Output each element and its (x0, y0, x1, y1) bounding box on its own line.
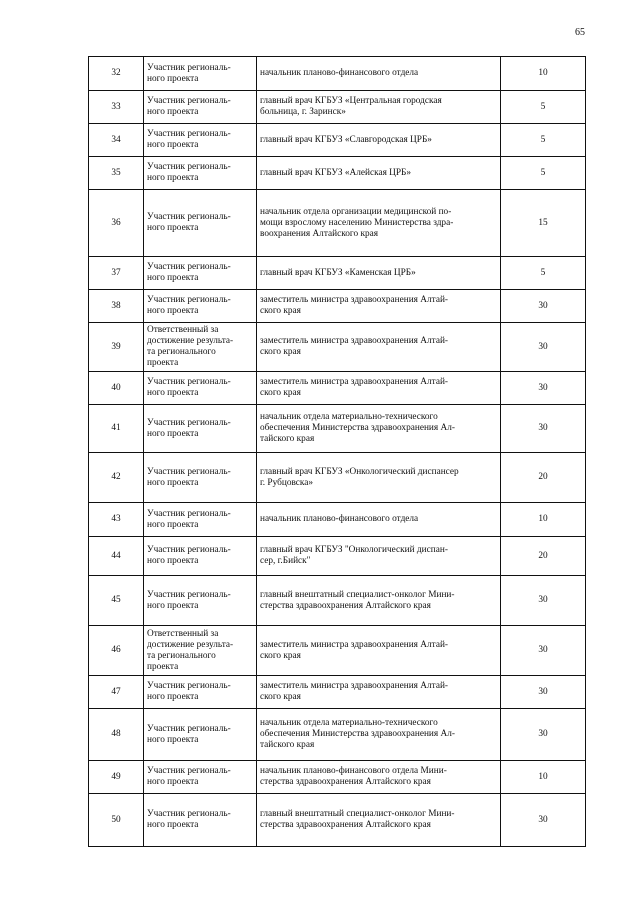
role-cell (144, 405, 257, 453)
row-number (89, 537, 144, 576)
score-cell (501, 676, 586, 709)
row-number-text: 46 (111, 645, 121, 655)
score-cell-text: 30 (538, 300, 548, 311)
table-row (89, 761, 586, 794)
row-number (89, 503, 144, 537)
role-cell-text: Участник региональ- ного проекта (147, 466, 231, 488)
role-cell (144, 794, 257, 847)
table-row (89, 290, 586, 323)
role-cell (144, 537, 257, 576)
position-cell (257, 405, 501, 453)
role-cell (144, 190, 257, 257)
position-cell (257, 676, 501, 709)
position-cell (257, 626, 501, 676)
role-cell-text: Участник региональ- ного проекта (147, 212, 231, 233)
position-cell (257, 91, 501, 124)
row-number (89, 576, 144, 626)
table-row (89, 626, 586, 676)
row-number-text: 38 (111, 300, 121, 311)
row-number-text: 42 (111, 472, 121, 482)
position-cell (257, 761, 501, 794)
role-cell-text: Участник региональ- ного проекта (147, 262, 231, 283)
table-row (89, 190, 586, 257)
position-cell-text: начальник отдела материально-технического обеспечения Министерства здравоохранения Ал- тайского края (260, 718, 455, 750)
score-cell (501, 794, 586, 847)
role-cell-text: Участник региональ- ного проекта (147, 62, 231, 84)
table-row (89, 453, 586, 503)
position-cell (257, 794, 501, 847)
row-number (89, 91, 144, 124)
role-cell-text: Участник региональ- ного проекта (147, 723, 231, 745)
score-cell-text: 15 (538, 217, 548, 228)
score-cell (501, 323, 586, 372)
score-cell (501, 626, 586, 676)
table-row (89, 157, 586, 190)
role-cell-text: Участник региональ- ного проекта (147, 589, 231, 611)
row-number (89, 676, 144, 709)
row-number (89, 372, 144, 405)
row-number-text: 32 (111, 68, 121, 78)
table-row (89, 503, 586, 537)
position-cell (257, 537, 501, 576)
position-cell-text: главный внештатный специалист-онколог Мини- стерства здравоохранения Алтайского края (260, 809, 455, 830)
row-number-text: 40 (111, 382, 121, 393)
role-cell (144, 372, 257, 405)
row-number-text: 44 (111, 550, 121, 561)
role-cell-text: Участник региональ- ного проекта (147, 508, 231, 530)
role-cell-text: Ответственный за достижение результа- та регионального проекта (147, 325, 234, 368)
score-cell-text: 5 (540, 267, 546, 278)
row-number-text: 48 (111, 729, 121, 739)
table-body (89, 57, 586, 847)
role-cell (144, 124, 257, 157)
row-number-text: 36 (111, 217, 121, 228)
score-cell (501, 537, 586, 576)
table-row (89, 576, 586, 626)
position-cell (257, 257, 501, 290)
score-cell (501, 157, 586, 190)
score-cell-text: 20 (538, 472, 548, 482)
role-cell (144, 761, 257, 794)
row-number (89, 124, 144, 157)
score-cell (501, 290, 586, 323)
role-cell-text: Участник региональ- ного проекта (147, 295, 231, 316)
score-cell-text: 30 (538, 645, 548, 655)
row-number (89, 323, 144, 372)
row-number-text: 49 (111, 771, 121, 782)
row-number (89, 290, 144, 323)
position-cell-text: начальник отдела материально-технического обеспечения Министерства здравоохранения Ал- тайского края (260, 412, 455, 444)
score-cell-text: 30 (538, 686, 548, 697)
role-cell-text: Участник региональ- ного проекта (147, 417, 231, 439)
row-number-text: 43 (111, 514, 121, 524)
role-cell-text: Участник региональ- ного проекта (147, 809, 231, 830)
role-cell (144, 290, 257, 323)
score-cell-text: 30 (538, 595, 548, 605)
position-cell (257, 453, 501, 503)
page-number: 65 (575, 27, 585, 38)
position-cell (257, 372, 501, 405)
row-number (89, 709, 144, 761)
position-cell-text: начальник планово-финансового отдела (260, 68, 419, 78)
table-row (89, 57, 586, 91)
table-row (89, 372, 586, 405)
score-cell-text: 10 (538, 68, 548, 78)
row-number-text: 34 (111, 134, 121, 145)
position-cell-text: начальник планово-финансового отдела Мини- стерства здравоохранения Алтайского края (260, 766, 447, 787)
position-cell (257, 57, 501, 91)
score-cell (501, 503, 586, 537)
score-cell-text: 20 (538, 550, 548, 561)
table-row (89, 537, 586, 576)
role-cell (144, 323, 257, 372)
score-cell-text: 30 (538, 729, 548, 739)
position-cell (257, 709, 501, 761)
position-cell-text: главный врач КГБУЗ "Онкологический диспан- сер, г.Бийск" (260, 545, 448, 566)
position-cell (257, 323, 501, 372)
position-cell (257, 157, 501, 190)
position-cell-text: заместитель министра здравоохранения Алтай- ского края (260, 336, 449, 357)
score-cell (501, 190, 586, 257)
row-number (89, 157, 144, 190)
row-number (89, 190, 144, 257)
row-number-text: 47 (111, 686, 121, 697)
row-number-text: 35 (111, 167, 121, 178)
position-cell (257, 124, 501, 157)
position-cell-text: заместитель министра здравоохранения Алтай- ского края (260, 681, 449, 702)
row-number-text: 37 (111, 267, 121, 278)
role-cell-text: Участник региональ- ного проекта (147, 377, 231, 398)
role-cell-text: Ответственный за достижение результа- та регионального проекта (147, 628, 234, 672)
position-cell-text: заместитель министра здравоохранения Алтай- ского края (260, 639, 449, 661)
role-cell (144, 709, 257, 761)
row-number-text: 50 (111, 814, 121, 825)
score-cell-text: 10 (538, 771, 548, 782)
position-cell (257, 503, 501, 537)
score-cell-text: 30 (538, 814, 548, 825)
role-cell (144, 453, 257, 503)
position-cell-text: главный врач КГБУЗ «Центральная городская больница, г. Заринск» (260, 96, 442, 117)
table-row (89, 709, 586, 761)
score-cell (501, 405, 586, 453)
position-cell-text: главный врач КГБУЗ «Славгородская ЦРБ» (260, 134, 432, 145)
position-cell-text: главный врач КГБУЗ «Онкологический диспансер г. Рубцовска» (260, 466, 459, 488)
table-row (89, 794, 586, 847)
score-cell (501, 57, 586, 91)
position-cell-text: заместитель министра здравоохранения Алтай- ского края (260, 377, 449, 398)
position-cell (257, 190, 501, 257)
table-row (89, 323, 586, 372)
row-number (89, 405, 144, 453)
score-cell-text: 30 (538, 423, 548, 433)
row-number (89, 453, 144, 503)
row-number-text: 45 (111, 595, 121, 605)
score-cell (501, 576, 586, 626)
role-cell (144, 91, 257, 124)
table-row (89, 257, 586, 290)
score-cell (501, 372, 586, 405)
score-cell (501, 453, 586, 503)
position-cell (257, 576, 501, 626)
role-cell (144, 257, 257, 290)
score-cell-text: 10 (538, 514, 548, 524)
score-cell-text: 5 (540, 101, 546, 112)
role-cell (144, 576, 257, 626)
score-cell-text: 5 (540, 134, 546, 145)
role-cell-text: Участник региональ- ного проекта (147, 766, 231, 787)
role-cell-text: Участник региональ- ного проекта (147, 681, 231, 702)
score-cell (501, 257, 586, 290)
score-cell-text: 30 (538, 341, 548, 352)
position-cell-text: главный внештатный специалист-онколог Мини- стерства здравоохранения Алтайского края (260, 589, 455, 611)
role-cell-text: Участник региональ- ного проекта (147, 545, 231, 566)
role-cell-text: Участник региональ- ного проекта (147, 129, 231, 150)
role-cell-text: Участник региональ- ного проекта (147, 162, 231, 183)
role-cell-text: Участник региональ- ного проекта (147, 96, 231, 117)
role-cell (144, 676, 257, 709)
role-cell (144, 157, 257, 190)
table-row (89, 124, 586, 157)
score-cell (501, 91, 586, 124)
role-cell (144, 626, 257, 676)
table-row (89, 405, 586, 453)
position-cell (257, 290, 501, 323)
position-cell-text: главный врач КГБУЗ «Каменская ЦРБ» (260, 267, 416, 278)
position-cell-text: начальник отдела организации медицинской по- мощи взрослому населению Министерства здра- воохранения Алтайского края (260, 206, 454, 239)
score-cell (501, 761, 586, 794)
row-number-text: 33 (111, 101, 121, 112)
score-cell-text: 5 (540, 167, 546, 178)
position-cell-text: начальник планово-финансового отдела (260, 514, 419, 524)
row-number (89, 257, 144, 290)
score-cell (501, 124, 586, 157)
score-cell-text: 30 (538, 382, 548, 393)
row-number-text: 41 (111, 423, 121, 433)
role-cell (144, 503, 257, 537)
row-number (89, 794, 144, 847)
row-number (89, 626, 144, 676)
position-cell-text: заместитель министра здравоохранения Алтай- ского края (260, 295, 449, 316)
table-row (89, 91, 586, 124)
position-cell-text: главный врач КГБУЗ «Алейская ЦРБ» (260, 167, 412, 178)
score-cell (501, 709, 586, 761)
table-row (89, 676, 586, 709)
row-number (89, 57, 144, 91)
row-number (89, 761, 144, 794)
role-cell (144, 57, 257, 91)
document-table (88, 56, 586, 847)
row-number-text: 39 (111, 341, 121, 352)
